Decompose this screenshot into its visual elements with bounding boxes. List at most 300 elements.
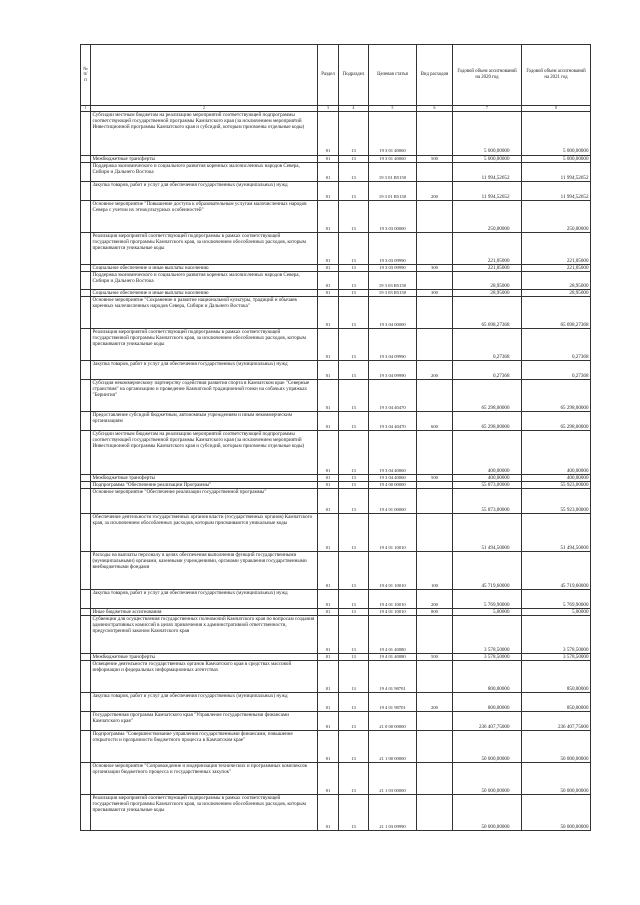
amount-2021-cell: 5 769,90000 bbox=[522, 589, 591, 608]
target-article-cell: 19 3 01 R5150 bbox=[369, 181, 417, 200]
podrazdel-cell: 13 bbox=[339, 379, 369, 411]
index-cell: 8 bbox=[522, 106, 591, 112]
expense-type-cell bbox=[417, 379, 453, 411]
row-num-cell bbox=[81, 111, 91, 155]
table-row bbox=[81, 608, 591, 615]
expense-name-cell: Основное мероприятие "Повышение доступа к образовательным услугам малочисленных народов Севера с учетом их этнокультурных особенностей" bbox=[91, 200, 318, 232]
row-num-cell bbox=[81, 296, 91, 328]
amount-2020-cell bbox=[453, 155, 522, 162]
amount-value: 400,00000 bbox=[487, 467, 510, 474]
target-article-cell: 19 3 03 00000 bbox=[369, 200, 417, 232]
table-row bbox=[81, 232, 591, 264]
amount-value: 28,95000 bbox=[490, 289, 510, 296]
table-header-row bbox=[81, 45, 591, 106]
expense-type-cell: 300 bbox=[417, 289, 453, 296]
table-row bbox=[81, 616, 591, 654]
amount-2020-cell bbox=[453, 795, 522, 831]
expense-name-cell: Государственная программа Камчатского края "Управление государственными финансами Камчатского края" bbox=[91, 712, 318, 731]
expense-name-cell: Основное мероприятие "Обеспечение реализации государственной программы" bbox=[91, 488, 318, 513]
table-row bbox=[81, 693, 591, 712]
expense-name-cell: Иные бюджетные ассигнования bbox=[91, 608, 318, 615]
razdel-cell: 01 bbox=[318, 693, 339, 712]
expense-name-cell: Межбюджетные трансферты bbox=[91, 155, 318, 162]
target-article-cell: 19 4 01 98701 bbox=[369, 661, 417, 693]
table-row bbox=[81, 264, 591, 271]
podrazdel-cell: 13 bbox=[339, 513, 369, 551]
amount-value: 11 994,52652 bbox=[481, 174, 510, 181]
table-row bbox=[81, 474, 591, 481]
row-num-cell bbox=[81, 264, 91, 271]
expense-name-cell: Расходы на выплаты персоналу в целях обеспечения выполнения функций государственными (муниципальными) органами, казенными учреждениями, органами управления государственными внебюджетными фондами bbox=[91, 551, 318, 589]
amount-value: 50 000,00000 bbox=[481, 788, 510, 795]
razdel-cell: 01 bbox=[318, 551, 339, 589]
razdel-cell: 01 bbox=[318, 795, 339, 831]
target-article-cell: 19 3 04 40060 bbox=[369, 474, 417, 481]
amount-2021-cell: 55 923,00000 bbox=[522, 488, 591, 513]
expense-type-cell bbox=[417, 795, 453, 831]
podrazdel-cell: 13 bbox=[339, 360, 369, 379]
amount-2021-cell: 850,00000 bbox=[522, 661, 591, 693]
amount-value: 236 407,75000 bbox=[478, 724, 510, 731]
amount-2020-cell bbox=[453, 264, 522, 271]
row-num-cell bbox=[81, 712, 91, 731]
amount-value: 55 873,00000 bbox=[481, 506, 510, 513]
razdel-cell: 01 bbox=[318, 616, 339, 654]
podrazdel-cell: 13 bbox=[339, 181, 369, 200]
podrazdel-cell: 13 bbox=[339, 654, 369, 661]
expense-name-cell: Закупка товаров, работ и услуг для обеспечения государственных (муниципальных) нужд bbox=[91, 181, 318, 200]
amount-2021-cell: 51 494,50000 bbox=[522, 513, 591, 551]
razdel-cell: 01 bbox=[318, 589, 339, 608]
row-num-cell bbox=[81, 795, 91, 831]
podrazdel-cell: 13 bbox=[339, 264, 369, 271]
amount-2020-cell bbox=[453, 162, 522, 181]
table-row bbox=[81, 430, 591, 474]
amount-value: 65 298,00000 bbox=[481, 404, 510, 411]
razdel-cell: 01 bbox=[318, 200, 339, 232]
amount-2020-cell bbox=[453, 379, 522, 411]
amount-2020-cell bbox=[453, 296, 522, 328]
header-csr: Целевая статья bbox=[369, 45, 417, 106]
target-article-cell: 19 4 01 40080 bbox=[369, 616, 417, 654]
expense-name-cell: Социальное обеспечение и иные выплаты населению bbox=[91, 264, 318, 271]
amount-2020-cell bbox=[453, 111, 522, 155]
expense-name-cell: Основное мероприятие "Сопровождение и модернизация технических и программных комплексов организации бюджетного процесса и государственных закупок" bbox=[91, 763, 318, 795]
amount-2020-cell bbox=[453, 474, 522, 481]
amount-2021-cell: 45 719,60000 bbox=[522, 551, 591, 589]
table-row bbox=[81, 712, 591, 731]
row-num-cell bbox=[81, 430, 91, 474]
amount-value: 250,00000 bbox=[487, 225, 510, 232]
table-row bbox=[81, 661, 591, 693]
podrazdel-cell: 13 bbox=[339, 430, 369, 474]
expense-name-cell: Подпрограмма "Обеспечение реализации Программы" bbox=[91, 481, 318, 488]
amount-value: 800,00000 bbox=[487, 686, 510, 693]
podrazdel-cell: 13 bbox=[339, 474, 369, 481]
razdel-cell: 01 bbox=[318, 111, 339, 155]
razdel-cell: 01 bbox=[318, 328, 339, 360]
amount-2021-cell: 65 298,00000 bbox=[522, 411, 591, 430]
amount-2021-cell: 28,95000 bbox=[522, 271, 591, 289]
amount-2020-cell bbox=[453, 763, 522, 795]
target-article-cell: 19 3 04 40470 bbox=[369, 411, 417, 430]
amount-value: 55 873,00000 bbox=[481, 481, 510, 488]
podrazdel-cell: 13 bbox=[339, 693, 369, 712]
row-num-cell bbox=[81, 379, 91, 411]
amount-2020-cell bbox=[453, 608, 522, 615]
row-num-cell bbox=[81, 589, 91, 608]
razdel-cell: 01 bbox=[318, 654, 339, 661]
expense-type-cell: 200 bbox=[417, 589, 453, 608]
expense-type-cell: 500 bbox=[417, 474, 453, 481]
amount-2021-cell: 250,00000 bbox=[522, 200, 591, 232]
target-article-cell: 19 4 01 00000 bbox=[369, 488, 417, 513]
razdel-cell: 01 bbox=[318, 430, 339, 474]
amount-2021-cell: 50 000,00000 bbox=[522, 763, 591, 795]
index-cell: 6 bbox=[417, 106, 453, 112]
index-cell: 1 bbox=[81, 106, 91, 112]
amount-2021-cell: 236 407,75000 bbox=[522, 712, 591, 731]
amount-value: 5 769,90000 bbox=[484, 601, 510, 608]
target-article-cell: 21 1 00 00000 bbox=[369, 731, 417, 763]
row-num-cell bbox=[81, 232, 91, 264]
expense-type-cell bbox=[417, 661, 453, 693]
table-row bbox=[81, 379, 591, 411]
razdel-cell: 01 bbox=[318, 155, 339, 162]
expense-type-cell bbox=[417, 616, 453, 654]
amount-2020-cell bbox=[453, 693, 522, 712]
table-body bbox=[81, 111, 591, 831]
expense-type-cell bbox=[417, 513, 453, 551]
podrazdel-cell: 13 bbox=[339, 488, 369, 513]
expense-name-cell: Реализация мероприятий соответствующей подпрограммы в рамках соответствующей государственной программы Камчатского края, за исключением обособленных расходов, которым присваиваются уникальные коды bbox=[91, 328, 318, 360]
amount-2021-cell: 11 994,52652 bbox=[522, 162, 591, 181]
header-podrazdel: Подраздел bbox=[339, 45, 369, 106]
amount-value: 3 578,50000 bbox=[484, 654, 510, 661]
razdel-cell: 01 bbox=[318, 731, 339, 763]
expense-type-cell bbox=[417, 731, 453, 763]
header-num: № п/п bbox=[81, 45, 91, 106]
table-row bbox=[81, 795, 591, 831]
expense-name-cell: Освещение деятельности государственных органов Камчатского края в средствах массовой информации и федеральных информационных агентствах bbox=[91, 661, 318, 693]
amount-2020-cell bbox=[453, 589, 522, 608]
amount-2021-cell: 850,00000 bbox=[522, 693, 591, 712]
expense-name-cell: Реализация мероприятий соответствующей подпрограммы в рамках соответствующей государственной программы Камчатского края, за исключением обособленных расходов, которым присваиваются уникальные коды bbox=[91, 232, 318, 264]
razdel-cell: 01 bbox=[318, 481, 339, 488]
row-num-cell bbox=[81, 155, 91, 162]
amount-value: 0,27368 bbox=[492, 353, 510, 360]
podrazdel-cell: 13 bbox=[339, 296, 369, 328]
amount-value: 28,95000 bbox=[490, 282, 510, 289]
target-article-cell: 21 0 00 00000 bbox=[369, 712, 417, 731]
target-article-cell: 19 4 00 00000 bbox=[369, 481, 417, 488]
table-row bbox=[81, 271, 591, 289]
amount-value: 3 578,50000 bbox=[484, 646, 510, 653]
amount-2020-cell bbox=[453, 289, 522, 296]
target-article-cell: 19 4 01 10010 bbox=[369, 589, 417, 608]
row-num-cell bbox=[81, 360, 91, 379]
row-num-cell bbox=[81, 693, 91, 712]
amount-value: 65 698,27368 bbox=[481, 321, 510, 328]
expense-name-cell: Подпрограмма "Совершенствование управления государственными финансами, повышение открытости и прозрачности бюджетного процесса в Камчатском крае" bbox=[91, 731, 318, 763]
header-name bbox=[91, 45, 318, 106]
table-row bbox=[81, 289, 591, 296]
row-num-cell bbox=[81, 328, 91, 360]
target-article-cell: 19 3 04 40470 bbox=[369, 379, 417, 411]
podrazdel-cell: 13 bbox=[339, 795, 369, 831]
amount-value: 221,05000 bbox=[487, 257, 510, 264]
index-cell: 7 bbox=[453, 106, 522, 112]
header-vr: Вид расходов bbox=[417, 45, 453, 106]
amount-2020-cell bbox=[453, 430, 522, 474]
expense-name-cell: Закупка товаров, работ и услуг для обеспечения государственных (муниципальных) нужд bbox=[91, 589, 318, 608]
expense-type-cell bbox=[417, 162, 453, 181]
expense-type-cell: 300 bbox=[417, 264, 453, 271]
amount-2021-cell: 5,00000 bbox=[522, 608, 591, 615]
amount-2020-cell bbox=[453, 411, 522, 430]
podrazdel-cell: 13 bbox=[339, 589, 369, 608]
amount-2020-cell bbox=[453, 481, 522, 488]
podrazdel-cell: 13 bbox=[339, 712, 369, 731]
amount-value: 45 719,60000 bbox=[481, 582, 510, 589]
target-article-cell: 19 3 03 09990 bbox=[369, 232, 417, 264]
expense-type-cell bbox=[417, 232, 453, 264]
podrazdel-cell: 13 bbox=[339, 616, 369, 654]
razdel-cell: 01 bbox=[318, 289, 339, 296]
target-article-cell: 19 3 01 40060 bbox=[369, 155, 417, 162]
podrazdel-cell: 13 bbox=[339, 232, 369, 264]
amount-2020-cell bbox=[453, 360, 522, 379]
index-cell: 4 bbox=[339, 106, 369, 112]
razdel-cell: 01 bbox=[318, 271, 339, 289]
amount-2021-cell: 400,00000 bbox=[522, 430, 591, 474]
expense-type-cell bbox=[417, 200, 453, 232]
amount-value: 800,00000 bbox=[487, 705, 510, 712]
expense-name-cell: Обеспечение деятельности государственных органов власти (государственных органов) Камчатского края, за исключением обособленных расходов, которым присваиваются уникальные коды bbox=[91, 513, 318, 551]
target-article-cell: 19 3 04 09990 bbox=[369, 360, 417, 379]
razdel-cell: 01 bbox=[318, 488, 339, 513]
target-article-cell: 19 3 04 09990 bbox=[369, 328, 417, 360]
podrazdel-cell: 13 bbox=[339, 608, 369, 615]
table-row bbox=[81, 360, 591, 379]
amount-2021-cell: 11 994,52652 bbox=[522, 181, 591, 200]
amount-2021-cell: 65 698,27368 bbox=[522, 296, 591, 328]
header-2021: Годовой объем ассигнований на 2021 год bbox=[522, 45, 591, 106]
razdel-cell: 01 bbox=[318, 360, 339, 379]
razdel-cell: 01 bbox=[318, 608, 339, 615]
row-num-cell bbox=[81, 763, 91, 795]
target-article-cell: 19 3 03 09990 bbox=[369, 264, 417, 271]
amount-value: 5,00000 bbox=[492, 608, 510, 615]
expense-name-cell: Субвенции для осуществления государственных полномочий Камчатского края по вопросам создания административных комиссий в целях привлечения к административной ответственности, предусмотренной законом Камчатского края bbox=[91, 616, 318, 654]
index-cell: 5 bbox=[369, 106, 417, 112]
razdel-cell: 01 bbox=[318, 661, 339, 693]
expense-name-cell: Межбюджетные трансферты bbox=[91, 654, 318, 661]
expense-name-cell: Реализация мероприятий соответствующей подпрограммы в рамках соответствующей государственной программы Камчатского края, за исключением обособленных расходов, которым присваиваются уникальные коды bbox=[91, 795, 318, 831]
amount-value: 50 000,00000 bbox=[481, 824, 510, 831]
row-num-cell bbox=[81, 654, 91, 661]
expense-name-cell: Субсидии местным бюджетам на реализацию мероприятий соответствующей подпрограммы соответствующей государственной программы Камчатского края (за исключением мероприятий Инвестиционной программы Камчатского края и субсидий, которым присвоены отдельные коды) bbox=[91, 430, 318, 474]
expense-name-cell: Закупка товаров, работ и услуг для обеспечения государственных (муниципальных) нужд bbox=[91, 360, 318, 379]
row-num-cell bbox=[81, 616, 91, 654]
amount-value: 11 994,52652 bbox=[481, 193, 510, 200]
expense-type-cell: 500 bbox=[417, 155, 453, 162]
podrazdel-cell: 13 bbox=[339, 289, 369, 296]
table-row bbox=[81, 551, 591, 589]
podrazdel-cell: 13 bbox=[339, 200, 369, 232]
table-row bbox=[81, 488, 591, 513]
header-2020: Годовой объем ассигнований на 2020 год bbox=[453, 45, 522, 106]
expense-type-cell: 800 bbox=[417, 608, 453, 615]
target-article-cell: 21 1 03 00000 bbox=[369, 763, 417, 795]
target-article-cell: 19 3 04 40060 bbox=[369, 430, 417, 474]
budget-table bbox=[80, 44, 591, 831]
index-cell: 3 bbox=[318, 106, 339, 112]
podrazdel-cell: 13 bbox=[339, 551, 369, 589]
table-row bbox=[81, 731, 591, 763]
expense-name-cell: Межбюджетные трансферты bbox=[91, 474, 318, 481]
table-row bbox=[81, 328, 591, 360]
expense-type-cell: 100 bbox=[417, 551, 453, 589]
razdel-cell: 01 bbox=[318, 513, 339, 551]
razdel-cell: 01 bbox=[318, 162, 339, 181]
amount-2021-cell: 5 000,00000 bbox=[522, 155, 591, 162]
expense-name-cell: Субсидии местным бюджетам на реализацию мероприятий соответствующей подпрограммы соответствующей государственной программы Камчатского края (за исключением мероприятий Инвестиционной программы Камчатского края и субсидий, которым присвоены отдельные коды) bbox=[91, 111, 318, 155]
row-num-cell bbox=[81, 271, 91, 289]
razdel-cell: 01 bbox=[318, 712, 339, 731]
expense-name-cell: Социальное обеспечение и иные выплаты населению bbox=[91, 289, 318, 296]
target-article-cell: 19 4 01 10010 bbox=[369, 551, 417, 589]
podrazdel-cell: 13 bbox=[339, 155, 369, 162]
row-num-cell bbox=[81, 289, 91, 296]
expense-type-cell: 200 bbox=[417, 693, 453, 712]
expense-type-cell bbox=[417, 488, 453, 513]
amount-2021-cell: 3 578,50000 bbox=[522, 654, 591, 661]
row-num-cell bbox=[81, 481, 91, 488]
amount-2020-cell bbox=[453, 271, 522, 289]
amount-2020-cell bbox=[453, 200, 522, 232]
target-article-cell: 19 3 01 40060 bbox=[369, 111, 417, 155]
amount-2021-cell: 221,05000 bbox=[522, 232, 591, 264]
expense-name-cell: Поддержка экономического и социального развития коренных малочисленных народов Севера, Сибири и Дальнего Востока bbox=[91, 162, 318, 181]
target-article-cell: 19 3 03 R5150 bbox=[369, 289, 417, 296]
target-article-cell: 19 4 01 98701 bbox=[369, 693, 417, 712]
row-num-cell bbox=[81, 411, 91, 430]
amount-2021-cell: 221,05000 bbox=[522, 264, 591, 271]
expense-name-cell: Закупка товаров, работ и услуг для обеспечения государственных (муниципальных) нужд bbox=[91, 693, 318, 712]
amount-value: 51 494,50000 bbox=[481, 544, 510, 551]
amount-2021-cell: 28,95000 bbox=[522, 289, 591, 296]
budget-document bbox=[80, 44, 590, 831]
index-cell: 2 bbox=[91, 106, 318, 112]
target-article-cell: 19 3 03 R5150 bbox=[369, 271, 417, 289]
amount-2020-cell bbox=[453, 551, 522, 589]
expense-type-cell bbox=[417, 481, 453, 488]
table-row bbox=[81, 589, 591, 608]
podrazdel-cell: 13 bbox=[339, 661, 369, 693]
amount-value: 65 298,00000 bbox=[481, 423, 510, 430]
razdel-cell: 01 bbox=[318, 474, 339, 481]
razdel-cell: 01 bbox=[318, 763, 339, 795]
row-num-cell bbox=[81, 200, 91, 232]
target-article-cell: 19 4 01 40080 bbox=[369, 654, 417, 661]
table-row bbox=[81, 181, 591, 200]
table-row bbox=[81, 200, 591, 232]
amount-2020-cell bbox=[453, 616, 522, 654]
table-row bbox=[81, 111, 591, 155]
razdel-cell: 01 bbox=[318, 411, 339, 430]
row-num-cell bbox=[81, 488, 91, 513]
amount-2020-cell bbox=[453, 712, 522, 731]
amount-2021-cell: 55 923,00000 bbox=[522, 481, 591, 488]
amount-value: 50 000,00000 bbox=[481, 756, 510, 763]
razdel-cell: 01 bbox=[318, 379, 339, 411]
expense-name-cell: Поддержка экономического и социального развития коренных малочисленных народов Севера, Сибири и Дальнего Востока bbox=[91, 271, 318, 289]
row-num-cell bbox=[81, 181, 91, 200]
target-article-cell: 19 4 01 10010 bbox=[369, 513, 417, 551]
podrazdel-cell: 13 bbox=[339, 411, 369, 430]
expense-name-cell: Основное мероприятие "Сохранение и развитие национальной культуры, традиций и обычаев коренных малочисленных народов Севера, Сибири и Дальнего Востока" bbox=[91, 296, 318, 328]
expense-type-cell bbox=[417, 328, 453, 360]
target-article-cell: 21 1 03 09990 bbox=[369, 795, 417, 831]
amount-value: 0,27368 bbox=[492, 372, 510, 379]
razdel-cell: 01 bbox=[318, 181, 339, 200]
row-num-cell bbox=[81, 661, 91, 693]
row-num-cell bbox=[81, 162, 91, 181]
row-num-cell bbox=[81, 551, 91, 589]
amount-2021-cell: 65 298,00000 bbox=[522, 379, 591, 411]
amount-2021-cell: 3 578,50000 bbox=[522, 616, 591, 654]
expense-type-cell bbox=[417, 763, 453, 795]
table-row bbox=[81, 155, 591, 162]
amount-2021-cell: 5 000,00000 bbox=[522, 111, 591, 155]
podrazdel-cell: 13 bbox=[339, 111, 369, 155]
expense-type-cell: 200 bbox=[417, 181, 453, 200]
table-row bbox=[81, 481, 591, 488]
amount-2020-cell bbox=[453, 654, 522, 661]
row-num-cell bbox=[81, 513, 91, 551]
amount-2020-cell bbox=[453, 661, 522, 693]
amount-2021-cell: 50 000,00000 bbox=[522, 731, 591, 763]
amount-2020-cell bbox=[453, 513, 522, 551]
podrazdel-cell: 13 bbox=[339, 328, 369, 360]
expense-type-cell: 600 bbox=[417, 411, 453, 430]
amount-2020-cell bbox=[453, 488, 522, 513]
header-razdel: Раздел bbox=[318, 45, 339, 106]
amount-2020-cell bbox=[453, 731, 522, 763]
target-article-cell: 19 3 04 00000 bbox=[369, 296, 417, 328]
amount-value: 5 000,00000 bbox=[484, 155, 510, 162]
amount-2021-cell: 400,00000 bbox=[522, 474, 591, 481]
expense-type-cell: 200 bbox=[417, 360, 453, 379]
amount-value: 400,00000 bbox=[487, 474, 510, 481]
podrazdel-cell: 13 bbox=[339, 763, 369, 795]
amount-2021-cell: 0,27368 bbox=[522, 360, 591, 379]
target-article-cell: 19 4 01 10010 bbox=[369, 608, 417, 615]
expense-type-cell bbox=[417, 271, 453, 289]
row-num-cell bbox=[81, 474, 91, 481]
table-row bbox=[81, 296, 591, 328]
table-row bbox=[81, 763, 591, 795]
table-row bbox=[81, 513, 591, 551]
amount-value: 221,05000 bbox=[487, 264, 510, 271]
razdel-cell: 01 bbox=[318, 264, 339, 271]
expense-type-cell bbox=[417, 296, 453, 328]
razdel-cell: 01 bbox=[318, 296, 339, 328]
amount-2020-cell bbox=[453, 181, 522, 200]
amount-value: 5 000,00000 bbox=[484, 148, 510, 155]
podrazdel-cell: 13 bbox=[339, 162, 369, 181]
